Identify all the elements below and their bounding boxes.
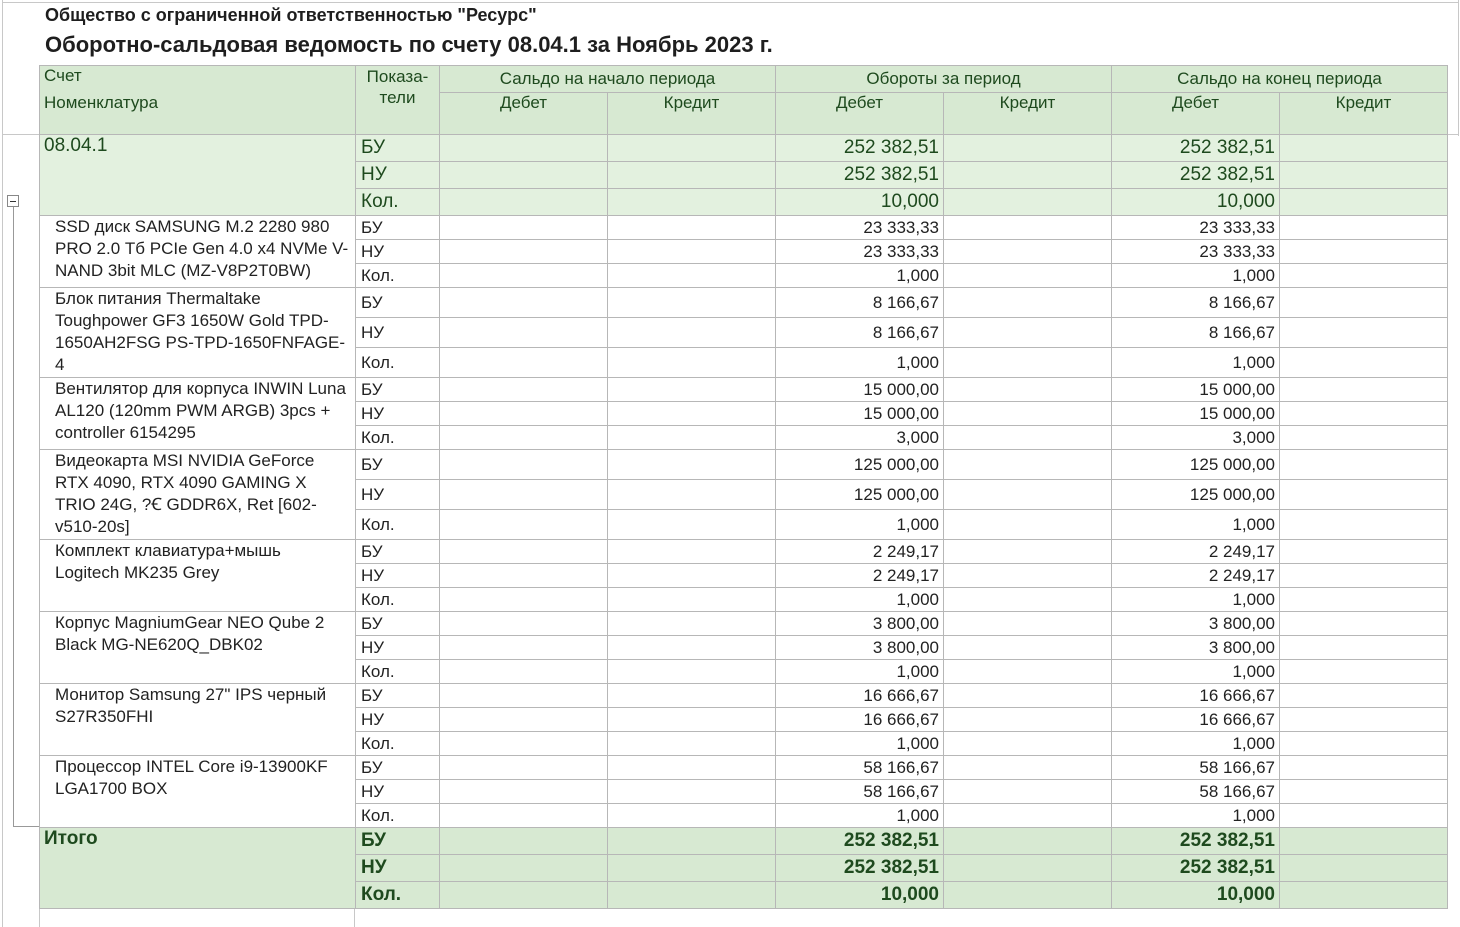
closing-debit-cell: 252 382,51 [1112, 828, 1280, 855]
opening-debit-cell [440, 636, 608, 660]
turnover-debit-cell: 10,000 [776, 189, 944, 216]
opening-debit-cell [440, 828, 608, 855]
opening-credit-cell [608, 855, 776, 882]
indicator-cell: Кол. [356, 510, 440, 540]
item-row [40, 540, 1448, 564]
total-row [40, 828, 1448, 855]
opening-credit-cell [608, 216, 776, 240]
closing-credit-cell [1280, 288, 1448, 318]
opening-credit-cell [608, 135, 776, 162]
opening-credit-cell [608, 264, 776, 288]
indicator-cell: БУ [356, 828, 440, 855]
opening-credit-cell [608, 189, 776, 216]
opening-debit-cell [440, 402, 608, 426]
opening-credit-cell [608, 660, 776, 684]
opening-debit-cell [440, 804, 608, 828]
turnover-debit-cell: 2 249,17 [776, 564, 944, 588]
opening-debit-cell [440, 756, 608, 780]
closing-credit-cell [1280, 588, 1448, 612]
frame-top-line [2, 2, 1458, 3]
opening-credit-cell [608, 636, 776, 660]
opening-debit-cell [440, 216, 608, 240]
turnover-debit-cell: 10,000 [776, 882, 944, 909]
turnover-credit-cell [944, 540, 1112, 564]
turnover-credit-cell [944, 378, 1112, 402]
opening-credit-cell [608, 378, 776, 402]
opening-debit-cell [440, 318, 608, 348]
turnover-credit-cell [944, 510, 1112, 540]
opening-debit-cell [440, 426, 608, 450]
header-closing-debit: Дебет [1112, 93, 1280, 135]
closing-debit-cell: 10,000 [1112, 189, 1280, 216]
opening-credit-cell [608, 540, 776, 564]
turnover-credit-cell [944, 660, 1112, 684]
item-name: Блок питания Thermaltake Toughpower GF3 1650W Gold TPD-1650AH2FSG PS-TPD-1650FNFAGE-4 [40, 288, 356, 378]
turnover-debit-cell: 15 000,00 [776, 378, 944, 402]
opening-credit-cell [608, 240, 776, 264]
closing-debit-cell: 8 166,67 [1112, 288, 1280, 318]
closing-credit-cell [1280, 264, 1448, 288]
indicator-cell: НУ [356, 780, 440, 804]
turnover-debit-cell: 58 166,67 [776, 780, 944, 804]
closing-credit-cell [1280, 756, 1448, 780]
opening-credit-cell [608, 732, 776, 756]
turnover-debit-cell: 1,000 [776, 660, 944, 684]
turnover-credit-cell [944, 135, 1112, 162]
turnover-debit-cell: 252 382,51 [776, 828, 944, 855]
header-nomenclature: Номенклатура [40, 93, 356, 135]
turnover-credit-cell [944, 318, 1112, 348]
opening-debit-cell [440, 540, 608, 564]
item-row [40, 378, 1448, 402]
turnover-debit-cell: 1,000 [776, 264, 944, 288]
turnover-credit-cell [944, 216, 1112, 240]
opening-credit-cell [608, 756, 776, 780]
closing-debit-cell: 15 000,00 [1112, 402, 1280, 426]
opening-credit-cell [608, 804, 776, 828]
opening-debit-cell [440, 378, 608, 402]
report-title: Оборотно-сальдовая ведомость по счету 08.04.1 за Ноябрь 2023 г. [45, 32, 773, 57]
opening-debit-cell [440, 708, 608, 732]
indicator-cell: БУ [356, 612, 440, 636]
closing-debit-cell: 2 249,17 [1112, 540, 1280, 564]
turnover-debit-cell: 2 249,17 [776, 540, 944, 564]
turnover-credit-cell [944, 828, 1112, 855]
closing-credit-cell [1280, 189, 1448, 216]
turnover-debit-cell: 125 000,00 [776, 450, 944, 480]
closing-debit-cell: 125 000,00 [1112, 450, 1280, 480]
opening-debit-cell [440, 612, 608, 636]
closing-credit-cell [1280, 402, 1448, 426]
opening-credit-cell [608, 162, 776, 189]
total-label: Итого [40, 828, 356, 909]
indicator-cell: Кол. [356, 660, 440, 684]
turnover-debit-cell: 16 666,67 [776, 684, 944, 708]
closing-debit-cell: 8 166,67 [1112, 318, 1280, 348]
turnover-credit-cell [944, 780, 1112, 804]
turnover-debit-cell: 1,000 [776, 804, 944, 828]
closing-debit-cell: 3 800,00 [1112, 612, 1280, 636]
opening-debit-cell [440, 855, 608, 882]
closing-credit-cell [1280, 564, 1448, 588]
closing-debit-cell: 2 249,17 [1112, 564, 1280, 588]
tree-outline-end [13, 826, 39, 827]
closing-debit-cell: 252 382,51 [1112, 162, 1280, 189]
item-name: Комплект клавиатура+мышь Logitech MK235 Grey [40, 540, 356, 612]
item-name: Вентилятор для корпуса INWIN Luna AL120 (120mm PWM ARGB) 3pcs + controller 6154295 [40, 378, 356, 450]
opening-debit-cell [440, 240, 608, 264]
closing-debit-cell: 1,000 [1112, 510, 1280, 540]
turnover-debit-cell: 1,000 [776, 348, 944, 378]
closing-credit-cell [1280, 450, 1448, 480]
turnover-credit-cell [944, 636, 1112, 660]
turnover-credit-cell [944, 882, 1112, 909]
turnover-credit-cell [944, 348, 1112, 378]
turnover-debit-cell: 252 382,51 [776, 162, 944, 189]
group-row [40, 135, 1448, 162]
header-indicators-label: Показа- тели [366, 67, 429, 107]
turnover-credit-cell [944, 684, 1112, 708]
indicator-cell: БУ [356, 135, 440, 162]
turnover-credit-cell [944, 450, 1112, 480]
item-row [40, 756, 1448, 780]
turnover-debit-cell: 1,000 [776, 588, 944, 612]
report-table [39, 65, 1448, 909]
opening-credit-cell [608, 510, 776, 540]
header-turnover-credit: Кредит [944, 93, 1112, 135]
closing-credit-cell [1280, 684, 1448, 708]
closing-credit-cell [1280, 780, 1448, 804]
opening-debit-cell [440, 135, 608, 162]
closing-credit-cell [1280, 612, 1448, 636]
opening-credit-cell [608, 780, 776, 804]
turnover-credit-cell [944, 288, 1112, 318]
turnover-credit-cell [944, 732, 1112, 756]
opening-credit-cell [608, 402, 776, 426]
closing-debit-cell: 1,000 [1112, 348, 1280, 378]
turnover-credit-cell [944, 264, 1112, 288]
item-name: Монитор Samsung 27" IPS черный S27R350FHI [40, 684, 356, 756]
indicator-cell: НУ [356, 240, 440, 264]
indicator-cell: Кол. [356, 426, 440, 450]
opening-credit-cell [608, 828, 776, 855]
indicator-cell: Кол. [356, 732, 440, 756]
turnover-debit-cell: 15 000,00 [776, 402, 944, 426]
closing-credit-cell [1280, 660, 1448, 684]
indicator-cell: Кол. [356, 588, 440, 612]
item-row [40, 684, 1448, 708]
turnover-credit-cell [944, 804, 1112, 828]
opening-credit-cell [608, 288, 776, 318]
turnover-credit-cell [944, 426, 1112, 450]
indicator-cell: БУ [356, 378, 440, 402]
header-turnover: Обороты за период [776, 66, 1112, 93]
closing-credit-cell [1280, 732, 1448, 756]
opening-credit-cell [608, 348, 776, 378]
opening-debit-cell [440, 684, 608, 708]
turnover-credit-cell [944, 708, 1112, 732]
closing-debit-cell: 1,000 [1112, 264, 1280, 288]
opening-credit-cell [608, 684, 776, 708]
frame-left-line [2, 0, 3, 927]
item-row [40, 612, 1448, 636]
closing-debit-cell: 1,000 [1112, 660, 1280, 684]
organization-name: Общество с ограниченной ответственностью "Ресурс" [45, 5, 537, 25]
opening-credit-cell [608, 612, 776, 636]
opening-credit-cell [608, 450, 776, 480]
indicator-cell: БУ [356, 450, 440, 480]
opening-debit-cell [440, 450, 608, 480]
closing-debit-cell: 15 000,00 [1112, 378, 1280, 402]
opening-credit-cell [608, 588, 776, 612]
header-indicators [356, 66, 440, 135]
opening-debit-cell [440, 564, 608, 588]
turnover-debit-cell: 252 382,51 [776, 135, 944, 162]
closing-debit-cell: 3,000 [1112, 426, 1280, 450]
turnover-credit-cell [944, 756, 1112, 780]
opening-debit-cell [440, 480, 608, 510]
closing-debit-cell: 3 800,00 [1112, 636, 1280, 660]
closing-credit-cell [1280, 348, 1448, 378]
indicator-cell: НУ [356, 318, 440, 348]
opening-debit-cell [440, 510, 608, 540]
header-closing-credit: Кредит [1280, 93, 1448, 135]
item-name: Корпус MagniumGear NEO Qube 2 Black MG-NE620Q_DBK02 [40, 612, 356, 684]
closing-debit-cell: 1,000 [1112, 588, 1280, 612]
closing-debit-cell: 23 333,33 [1112, 216, 1280, 240]
turnover-credit-cell [944, 480, 1112, 510]
closing-debit-cell: 1,000 [1112, 804, 1280, 828]
closing-credit-cell [1280, 540, 1448, 564]
turnover-debit-cell: 58 166,67 [776, 756, 944, 780]
opening-credit-cell [608, 318, 776, 348]
turnover-credit-cell [944, 402, 1112, 426]
closing-credit-cell [1280, 510, 1448, 540]
turnover-debit-cell: 1,000 [776, 732, 944, 756]
closing-credit-cell [1280, 318, 1448, 348]
closing-debit-cell: 10,000 [1112, 882, 1280, 909]
header-turnover-debit: Дебет [776, 93, 944, 135]
header-opening-credit: Кредит [608, 93, 776, 135]
indicator-cell: НУ [356, 402, 440, 426]
opening-debit-cell [440, 288, 608, 318]
turnover-debit-cell: 8 166,67 [776, 318, 944, 348]
group-account-name: 08.04.1 [40, 135, 356, 216]
item-name: SSD диск SAMSUNG M.2 2280 980 PRO 2.0 Тб PCIe Gen 4.0 x4 NVMe V-NAND 3bit MLC (MZ-V8P2T0BW) [40, 216, 356, 288]
opening-debit-cell [440, 732, 608, 756]
closing-debit-cell: 16 666,67 [1112, 684, 1280, 708]
indicator-cell: НУ [356, 564, 440, 588]
indicator-cell: НУ [356, 480, 440, 510]
collapse-group-icon[interactable] [7, 195, 19, 207]
closing-credit-cell [1280, 855, 1448, 882]
closing-credit-cell [1280, 480, 1448, 510]
opening-debit-cell [440, 189, 608, 216]
closing-credit-cell [1280, 162, 1448, 189]
closing-debit-cell: 252 382,51 [1112, 855, 1280, 882]
indicator-cell: Кол. [356, 348, 440, 378]
closing-debit-cell: 58 166,67 [1112, 756, 1280, 780]
opening-credit-cell [608, 708, 776, 732]
indicator-cell: Кол. [356, 264, 440, 288]
closing-debit-cell: 125 000,00 [1112, 480, 1280, 510]
turnover-credit-cell [944, 612, 1112, 636]
closing-credit-cell [1280, 636, 1448, 660]
opening-debit-cell [440, 780, 608, 804]
header-account: Счет [40, 66, 356, 93]
closing-credit-cell [1280, 378, 1448, 402]
header-opening-debit: Дебет [440, 93, 608, 135]
indicator-cell: БУ [356, 684, 440, 708]
opening-debit-cell [440, 588, 608, 612]
item-name: Процессор INTEL Core i9-13900KF LGA1700 BOX [40, 756, 356, 828]
indicator-cell: БУ [356, 216, 440, 240]
turnover-debit-cell: 3 800,00 [776, 636, 944, 660]
indicator-cell: НУ [356, 162, 440, 189]
turnover-credit-cell [944, 162, 1112, 189]
closing-credit-cell [1280, 882, 1448, 909]
turnover-debit-cell: 23 333,33 [776, 216, 944, 240]
header-closing-balance: Сальдо на конец периода [1112, 66, 1448, 93]
opening-credit-cell [608, 426, 776, 450]
item-row [40, 216, 1448, 240]
indicator-cell: Кол. [356, 189, 440, 216]
turnover-debit-cell: 1,000 [776, 510, 944, 540]
opening-credit-cell [608, 480, 776, 510]
opening-credit-cell [608, 564, 776, 588]
closing-credit-cell [1280, 804, 1448, 828]
turnover-debit-cell: 3 800,00 [776, 612, 944, 636]
turnover-credit-cell [944, 588, 1112, 612]
turnover-credit-cell [944, 855, 1112, 882]
closing-credit-cell [1280, 135, 1448, 162]
indicator-cell: Кол. [356, 882, 440, 909]
closing-debit-cell: 16 666,67 [1112, 708, 1280, 732]
opening-debit-cell [440, 348, 608, 378]
opening-credit-cell [608, 882, 776, 909]
item-row [40, 288, 1448, 318]
turnover-credit-cell [944, 189, 1112, 216]
turnover-debit-cell: 252 382,51 [776, 855, 944, 882]
closing-debit-cell: 1,000 [1112, 732, 1280, 756]
frame-right-line [1458, 0, 1459, 136]
opening-debit-cell [440, 882, 608, 909]
closing-debit-cell: 58 166,67 [1112, 780, 1280, 804]
closing-credit-cell [1280, 708, 1448, 732]
turnover-debit-cell: 8 166,67 [776, 288, 944, 318]
indicator-cell: НУ [356, 636, 440, 660]
turnover-debit-cell: 23 333,33 [776, 240, 944, 264]
closing-credit-cell [1280, 828, 1448, 855]
closing-debit-cell: 252 382,51 [1112, 135, 1280, 162]
indicator-cell: БУ [356, 540, 440, 564]
indicator-cell: БУ [356, 756, 440, 780]
item-name: Видеокарта MSI NVIDIA GeForce RTX 4090, RTX 4090 GAMING X TRIO 24G, ?Ꞓ GDDR6X, Ret [602-v510-20s] [40, 450, 356, 540]
opening-debit-cell [440, 660, 608, 684]
closing-debit-cell: 23 333,33 [1112, 240, 1280, 264]
opening-debit-cell [440, 264, 608, 288]
opening-debit-cell [440, 162, 608, 189]
indicator-cell: НУ [356, 708, 440, 732]
turnover-debit-cell: 125 000,00 [776, 480, 944, 510]
closing-credit-cell [1280, 216, 1448, 240]
turnover-credit-cell [944, 564, 1112, 588]
turnover-credit-cell [944, 240, 1112, 264]
closing-credit-cell [1280, 426, 1448, 450]
turnover-debit-cell: 16 666,67 [776, 708, 944, 732]
header-opening-balance: Сальдо на начало периода [440, 66, 776, 93]
item-row [40, 450, 1448, 480]
closing-credit-cell [1280, 240, 1448, 264]
indicator-cell: НУ [356, 855, 440, 882]
turnover-debit-cell: 3,000 [776, 426, 944, 450]
indicator-cell: Кол. [356, 804, 440, 828]
tree-outline-line [13, 207, 14, 827]
indicator-cell: БУ [356, 288, 440, 318]
